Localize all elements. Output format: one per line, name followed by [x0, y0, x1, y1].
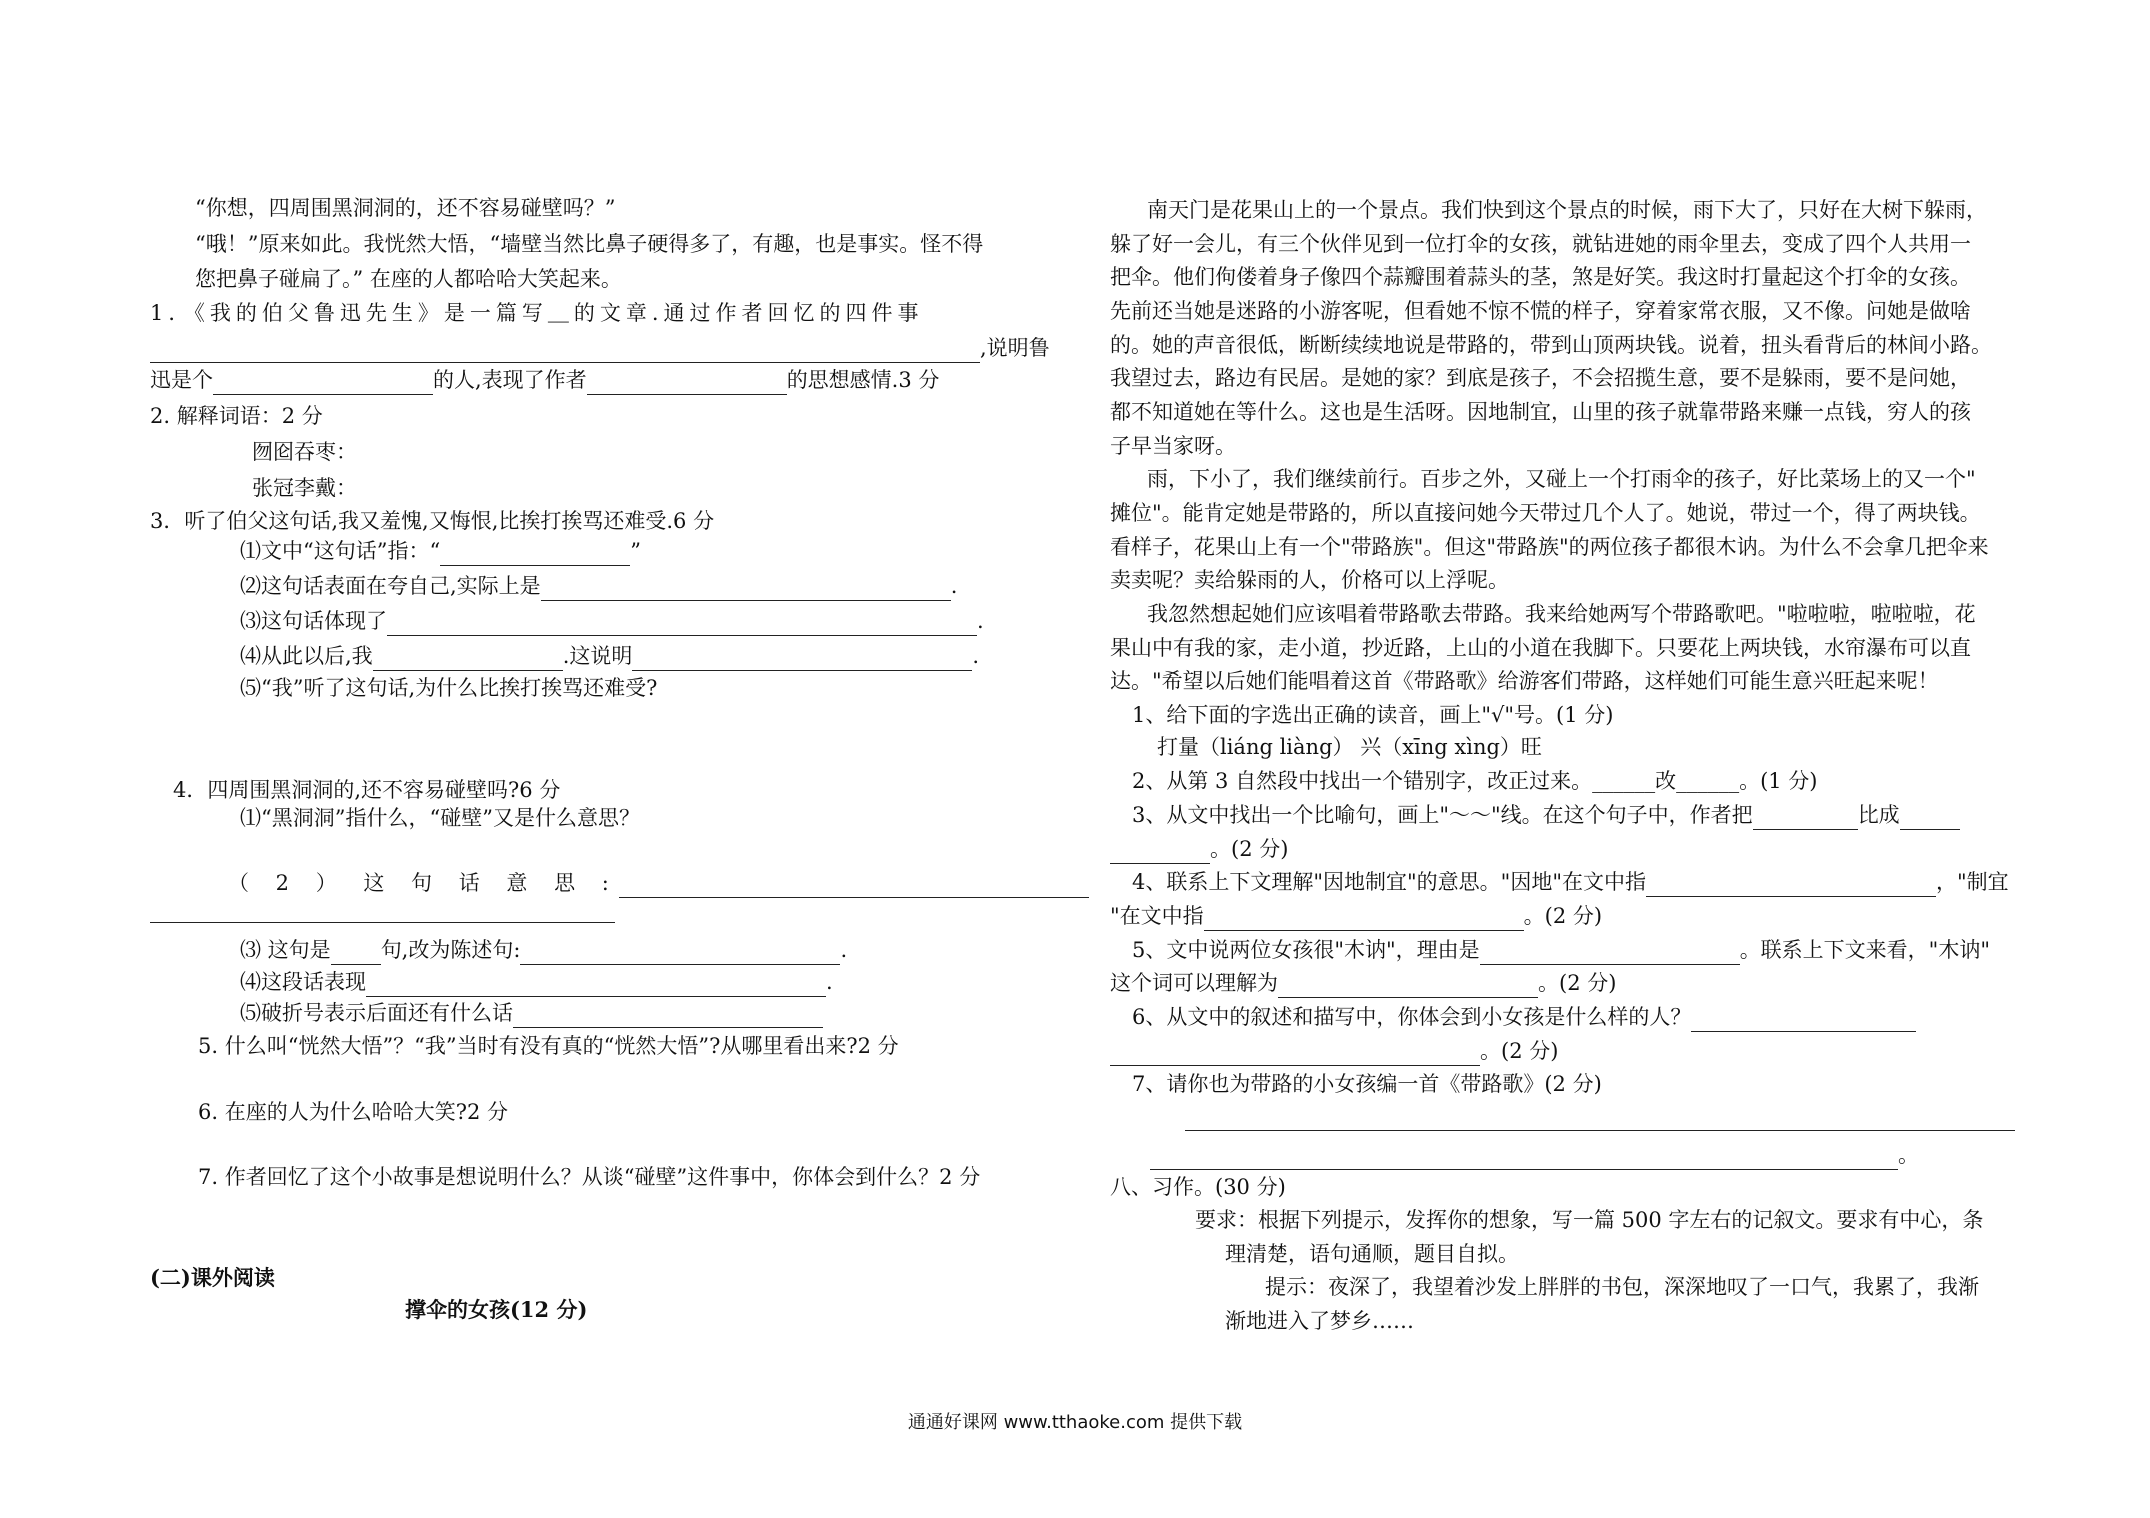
term-1: 囫囵吞枣： [252, 440, 357, 464]
question-2: 2. 解释词语：2 分 [150, 404, 323, 428]
passage-line: 雨，下小了，我们继续前行。百步之外，又碰上一个打雨伞的孩子，好比菜场上的又一个" [1147, 467, 1976, 491]
answer-blank[interactable] [1480, 942, 1740, 965]
passage-line: 达。"希望以后她们能唱着这首《带路歌》给游客们带路，这样她们可能生意兴旺起来呢！ [1110, 669, 1939, 693]
question-4-2: （ 2 ） 这 句 话 意 思 : [228, 868, 1089, 898]
question-7: 7. 作者回忆了这个小故事是想说明什么？从谈“碰壁”这件事中，你体会到什么？2 分 [198, 1165, 981, 1189]
passage-line: 看样子，花果山上有一个"带路族"。但这"带路族"的两位孩子都很木讷。为什么不会拿几把伞来 [1110, 535, 1989, 559]
answer-line[interactable] [1185, 1130, 2015, 1131]
question-3-3: ⑶这句话体现了 . [240, 606, 984, 636]
reading-question-4: 4、联系上下文理解"因地制宜"的意思。"因地"在文中指 ，"制宜 [1132, 867, 2009, 897]
answer-blank[interactable] [632, 648, 972, 671]
reading-question-3: 3、从文中找出一个比喻句，画上"～～"线。在这个句子中，作者把 比成 [1132, 800, 1960, 830]
passage-line: 把伞。他们佝偻着身子像四个蒜瓣围着蒜头的茎，煞是好笑。我这时打量起这个打伞的女孩。 [1110, 265, 1971, 289]
term-2: 张冠李戴： [252, 476, 357, 500]
passage-line: 都不知道她在等什么。这也是生活呀。因地制宜，山里的孩子就靠带路来赚一点钱，穷人的孩 [1110, 400, 1971, 424]
writing-requirement: 要求：根据下列提示，发挥你的想象，写一篇 500 字左右的记叙文。要求有中心，条 [1195, 1208, 1984, 1232]
answer-blank[interactable] [619, 875, 1089, 898]
reading-question-6-line-2: 。(2 分) [1110, 1036, 1558, 1066]
answer-blank[interactable] [1646, 874, 1936, 897]
question-3: 3．听了伯父这句话,我又羞愧,又悔恨,比挨打挨骂还难受.6 分 [150, 509, 715, 533]
passage-line: 的。她的声音很低，断断续续地说是带路的，带到山顶两块钱。说着，扭头看背后的林间小路。 [1110, 333, 1992, 357]
answer-blank[interactable] [150, 340, 980, 363]
reading-question-5-line-2: 这个词可以理解为 。(2 分) [1110, 968, 1616, 998]
passage-line: “你想，四周围黑洞洞的，还不容易碰壁吗？” [195, 196, 616, 220]
answer-blank[interactable] [1204, 908, 1524, 931]
reading-question-1: 1、给下面的字选出正确的读音，画上"√"号。(1 分) [1132, 703, 1614, 727]
passage-line: 我忽然想起她们应该唱着带路歌去带路。我来给她两写个带路歌吧。"啦啦啦，啦啦啦，花 [1147, 602, 1976, 626]
answer-blank[interactable] [1691, 1009, 1916, 1032]
reading-question-3-line-2: 。(2 分) [1110, 834, 1288, 864]
question-1: 1．《我的伯父鲁迅先生》是一篇写＿的文章.通过作者回忆的四件事 [150, 301, 924, 325]
question-5: 5. 什么叫“恍然大悟”？“我”当时有没有真的“恍然大悟”?从哪里看出来?2 分 [198, 1034, 899, 1058]
passage-line: 先前还当她是迷路的小游客呢，但看她不惊不慌的样子，穿着家常衣服，又不像。问她是做啥 [1110, 299, 1971, 323]
answer-blank[interactable] [513, 1005, 823, 1028]
writing-hint: 渐地进入了梦乡…… [1225, 1309, 1414, 1333]
answer-blank[interactable] [1110, 841, 1210, 864]
reading-question-7: 7、请你也为带路的小女孩编一首《带路歌》(2 分) [1132, 1072, 1602, 1096]
question-3-5: ⑸“我”听了这句话,为什么比挨打挨骂还难受? [240, 676, 658, 700]
story-title: 撑伞的女孩(12 分) [405, 1297, 588, 1322]
answer-blank[interactable] [440, 543, 630, 566]
answer-line[interactable] [150, 922, 615, 923]
passage-line: “哦！”原来如此。我恍然大悟，“墙壁当然比鼻子硬得多了，有趣，也是事实。怪不得 [195, 232, 984, 256]
answer-blank[interactable] [387, 613, 977, 636]
section-heading: 八、习作。(30 分) [1110, 1175, 1286, 1199]
question-1-blank-line: ,说明鲁 [150, 333, 1050, 363]
passage-line: 躲了好一会儿，有三个伙伴见到一位打伞的女孩，就钻进她的雨伞里去，变成了四个人共用一 [1110, 232, 1971, 256]
passage-line: 您把鼻子碰扁了。” 在座的人都哈哈大笑起来。 [195, 267, 622, 291]
answer-blank[interactable] [541, 578, 951, 601]
answer-blank[interactable] [1150, 1147, 1898, 1170]
passage-line: 子早当家呀。 [1110, 434, 1236, 458]
answer-blank[interactable] [373, 648, 563, 671]
answer-blank[interactable] [520, 942, 840, 965]
passage-line: 南天门是花果山上的一个景点。我们快到这个景点的时候，雨下大了，只好在大树下躲雨， [1147, 198, 1987, 222]
footer-source: 通通好课网 www.tthaoke.com 提供下载 [907, 1412, 1243, 1433]
passage-line: 我望过去，路边有民居。是她的家？到底是孩子，不会招揽生意，要不是躲雨，要不是问她， [1110, 366, 1971, 390]
answer-blank[interactable] [1110, 1043, 1480, 1066]
section-heading: (二)课外阅读 [150, 1265, 275, 1290]
question-6: 6. 在座的人为什么哈哈大笑?2 分 [198, 1100, 509, 1124]
answer-blank[interactable] [331, 942, 381, 965]
question-3-4: ⑷从此以后,我 .这说明 . [240, 641, 979, 671]
passage-line: 摊位"。能肯定她是带路的，所以直接问她今天带过几个人了。她说，带过一个，得了两块钱。 [1110, 501, 1981, 525]
writing-requirement: 理清楚，语句通顺，题目自拟。 [1225, 1242, 1519, 1266]
question-4-4: ⑷这段话表现 . [240, 967, 833, 997]
answer-blank[interactable] [1753, 807, 1858, 830]
question-1-line-3: 迅是个 的人,表现了作者 的思想感情.3 分 [150, 365, 939, 395]
answer-line-2: 。 [1150, 1140, 1919, 1170]
question-4-3: ⑶ 这句是 句,改为陈述句: . [240, 935, 847, 965]
reading-question-6: 6、从文中的叙述和描写中，你体会到小女孩是什么样的人？ [1132, 1002, 1916, 1032]
passage-line: 果山中有我的家，走小道，抄近路，上山的小道在我脚下。只要花上两块钱，水帘瀑布可以直 [1110, 636, 1971, 660]
answer-blank[interactable] [587, 372, 787, 395]
reading-question-4-line-2: "在文中指 。(2 分) [1110, 901, 1602, 931]
answer-blank[interactable] [366, 974, 826, 997]
answer-blank[interactable] [1278, 975, 1538, 998]
reading-question-5: 5、文中说两位女孩很"木讷"，理由是 。联系上下文来看，"木讷" [1132, 935, 1990, 965]
writing-hint: 提示：夜深了，我望着沙发上胖胖的书包，深深地叹了一口气，我累了，我渐 [1265, 1275, 1979, 1299]
answer-blank[interactable] [213, 372, 433, 395]
question-3-2: ⑵这句话表面在夸自己,实际上是 . [240, 571, 957, 601]
question-4-1: ⑴“黑洞洞”指什么，“碰壁”又是什么意思？ [240, 806, 640, 830]
question-4-5: ⑸破折号表示后面还有什么话 [240, 998, 823, 1028]
reading-question-2: 2、从第 3 自然段中找出一个错别字，改正过来。______改______。(1 分) [1132, 769, 1818, 793]
answer-blank[interactable] [1900, 807, 1960, 830]
question-4: 4．四周围黑洞洞的,还不容易碰壁吗?6 分 [173, 778, 561, 802]
passage-line: 卖卖呢？卖给躲雨的人，价格可以上浮呢。 [1110, 568, 1509, 592]
pinyin-options: 打量（liáng liàng） 兴（xīng xìng）旺 [1157, 735, 1542, 759]
question-3-1: ⑴文中“这句话”指：“ ” [240, 536, 641, 566]
